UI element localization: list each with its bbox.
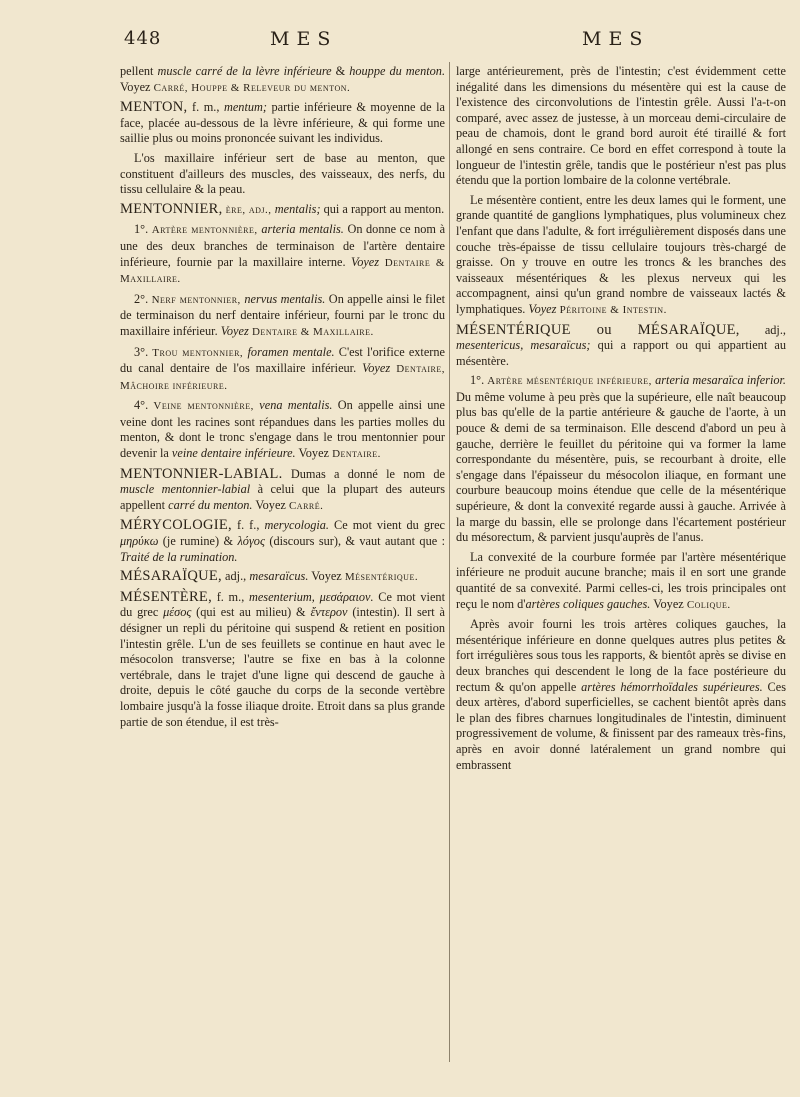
sub-entry-trou: 3°. Trou mentonnier, foramen mentale. C'est l'orifice externe du canal dentaire de l'os maxillaire inférieur. Voyez Dentaire, Mâchoire inférieure. (120, 344, 446, 392)
headword: MÉSARAÏQUE, (120, 568, 222, 585)
running-head-left: MES (270, 28, 338, 50)
headword: MÉSENTÈRE, (120, 588, 213, 605)
sub-entry-veine: 4°. Veine mentonnière, vena mentalis. On appelle ainsi une veine dont les racines sont répandues dans les parties molles du menton, & dont le tronc s'engage dans le trou mentonnier pour devenir la veine dentaire inférieure. Voyez Dentaire. (120, 398, 445, 461)
entry-mesenterique: MÉSENTÉRIQUE ou MÉSARAÏQUE, adj., mesentericus, mesaraïcus; qui a rapport ou qui appartient au mésentère. (456, 321, 786, 368)
paragraph: La convexité de la courbure formée par l'artère mésentérique inférieure ne produit aucune branche; mais il en sort une grande quantité de sa convexité. Parmi celles-ci, les trois principales ont reçu le nom d'artères coliques gauches. Voyez Colique. (456, 549, 786, 611)
headword: MENTONNIER-LABIAL. (120, 465, 283, 482)
sub-entry-artere: 1°. Artère mentonnière, arteria mentalis. On donne ce nom à une des deux branches de terminaison de l'artère dentaire inférieure, fournie par la maxillaire interne. Voyez Dentaire & Maxillaire. (120, 222, 446, 286)
entry-merycologie: MÉRYCOLOGIE, f. f., merycologia. Ce mot vient du grec μηρύκω (je rumine) & λόγος (discours sur), & vaut autant que : Traité de la rumination. (120, 517, 445, 564)
headword: MENTONNIER, (120, 200, 223, 217)
entry-menton: MENTON, f. m., mentum; partie inférieure & moyenne de la face, placée au-dessous de la lèvre inférieure, & qui forme une saillie plus ou moins prononcée suivant les individus. (120, 99, 445, 146)
paragraph: large antérieurement, près de l'intestin; c'est évidemment cette inégalité dans les dimensions du mésentère qui est la cause de l'existence des circonvolutions de l'intestin grêle. Aussi l'a-t-on comparé, avec assez de justesse, à un morceau demi-circulaire de peau de chamois, dont le grand bord auroit été tiraillé & fort allongé en sens contraire. Ce bord en effet correspond à toute la longueur de l'intestin grêle, tandis que le postérieur n'est pas plus étendu que la portion lombaire de la colonne vertébrale. (456, 64, 786, 188)
entry-continuation: pellent muscle carré de la lèvre inférieure & houppe du menton. Voyez Carré, Houppe & Releveur du menton. (120, 64, 446, 94)
entry-mesaraique: MÉSARAÏQUE, adj., mesaraïcus. Voyez Mésentérique. (120, 568, 419, 585)
column-divider (449, 62, 450, 1062)
page-number: 448 (124, 28, 162, 49)
sub-entry-artere-inferieure: 1°. Artère mésentérique inférieure, arteria mesaraïca inferior. Du même volume à peu près que la supérieure, elle naît beaucoup plus bas qu'elle de la partie antérieure & gauche de l'aorte, à un pouce & demi de sa terminaison. Elle descend d'abord un peu à gauche, derrière le feuillet du péritoine qui va former la lame correspondante du mésentère, puis, se recourbant à droite, elle s'engage dans l'épaisseur du mésocolon iliaque, en formant une courbure beaucoup moins étendue que celle de la mésentérique supérieure, & dont la convexité regarde aussi à gauche. Arrivée à la marge du bassin, elle se prolonge dans l'écartement postérieur du mésorectum, & parvient jusqu'auprès de l'anus. (456, 373, 786, 545)
entry-mesentere: MÉSENTÈRE, f. m., mesenterium, μεσάραιον. Ce mot vient du grec μέσος (qui est au milieu) & ἔντερον (intestin). Il sert à désigner un repli du péritoine qui suspend & retient en position l'intestin grêle. L'un de ses feuillets se continue en haut avec le mésocolon transverse; l'autre se fixe en bas à la colonne vertébrale, dans le trajet d'une ligne qui descend de gauche à droite, depuis le côté gauche du corps de la seconde vertèbre lombaire jusqu'à la fosse iliaque droite. Etroit dans sa plus grande partie de son étendue, il est très- (120, 588, 445, 729)
headword: MÉRYCOLOGIE, (120, 517, 232, 534)
left-column (120, 64, 445, 734)
sub-entry-nerf: 2°. Nerf mentonnier, nervus mentalis. On appelle ainsi le filet de terminaison du nerf dentaire inférieur, fourni par le tronc du maxillaire inférieur. Voyez Dentaire & Maxillaire. (120, 291, 445, 338)
headword: MENTON, (120, 99, 188, 116)
entry-mentonnier-labial: MENTONNIER-LABIAL. Dumas a donné le nom de muscle mentonnier-labial à celui que la plupart des auteurs appellent carré du menton. Voyez Carré. (120, 465, 445, 512)
headword: MÉSENTÉRIQUE ou MÉSARAÏQUE, (456, 321, 740, 338)
right-column (456, 64, 786, 777)
paragraph: Après avoir fourni les trois artères coliques gauches, la mésentérique inférieure en donne quelques autres plus petites & fort irrégulières sous tous les rapports, & bientôt après se divise en deux branches qui descendent le long de la face postérieure du rectum & qu'on appelle artères hémorrhoïdales supérieures. Ces deux artères, d'abord superficielles, se cachent bientôt après dans le plan des fibres charnues longitudinales de l'intestin, diminuent progressivement de volume, & finissent par des rameaux très-fins, après en avoir donné latéralement un grand nombre qui embrassent (456, 617, 786, 772)
paragraph: Le mésentère contient, entre les deux lames qui le forment, une grande quantité de ganglions lymphatiques, plus volumineux chez l'enfant que dans l'adulte, & fort irrégulièrement disposés dans une couche très-épaisse de tissu cellulaire toujours très-chargé de graisse. On y trouve en outre les troncs & les branches des vaisseaux mésentériques & les plexus nerveux qui les accompagnent, ainsi qu'un grand nombre de vaisseaux lactés & lymphatiques. Voyez Péritoine & Intestin. (456, 192, 786, 316)
paragraph: L'os maxillaire inférieur sert de base au menton, que constituent d'ailleurs des muscles, des vaisseaux, des nerfs, du tissu cellulaire & la peau. (120, 150, 445, 197)
running-head-right: MES (582, 28, 650, 50)
entry-mentonnier: MENTONNIER, ère, adj., mentalis; qui a rapport au menton. (120, 200, 445, 217)
page-header (0, 28, 800, 58)
